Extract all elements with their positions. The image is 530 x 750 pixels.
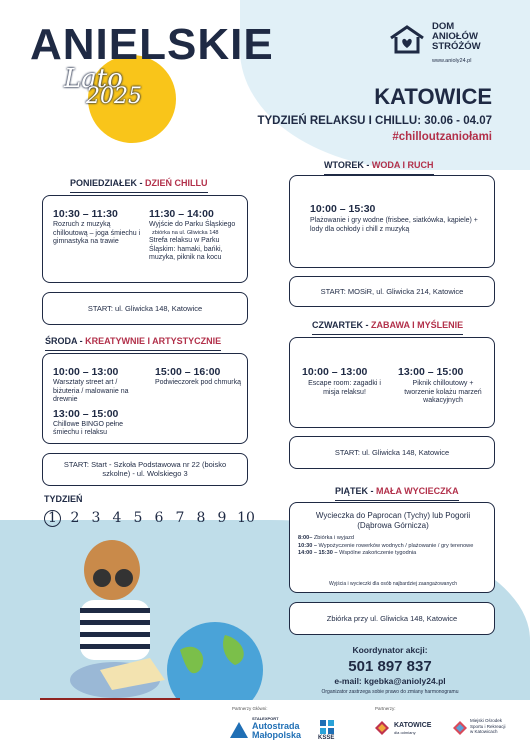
day-heading-tuesday bbox=[324, 160, 434, 170]
schedule-note: Organizator zastrzega sobie prawo do zmiany harmonogramu bbox=[321, 689, 459, 695]
coordinator-phone[interactable]: 501 897 837 bbox=[348, 658, 432, 675]
day-accent: DZIEŃ CHILLU bbox=[145, 178, 208, 188]
start-location: START: Start - Szkoła Podstawowa nr 22 (boisko szkolne) - ul. Wolskiego 3 bbox=[63, 460, 227, 478]
logo-line-2: ANIOŁÓW bbox=[432, 31, 478, 42]
partners-label: Partnerzy: bbox=[375, 706, 396, 711]
katowice-logo-icon bbox=[374, 720, 390, 736]
mosir-logo-icon bbox=[452, 720, 468, 736]
week-number: 3 bbox=[91, 510, 101, 526]
logo-text bbox=[432, 22, 481, 52]
slot-time: 10:00 – 13:00 bbox=[53, 366, 119, 378]
schedule-card-thursday bbox=[289, 337, 495, 428]
start-card-tuesday bbox=[289, 276, 495, 307]
trip-activity: Wypożyczenie rowerków wodnych / plażowanie / gry terenowe bbox=[318, 542, 474, 549]
hashtag: #chilloutzaniołami bbox=[392, 131, 492, 143]
partners-footer bbox=[0, 700, 530, 750]
divider bbox=[45, 350, 221, 351]
slot-time: 15:00 – 16:00 bbox=[155, 366, 221, 378]
schedule-card-tuesday bbox=[289, 175, 495, 268]
logo-line-1: DOM bbox=[432, 21, 455, 32]
day-label: WTOREK - bbox=[324, 160, 372, 170]
weeks-label: TYDZIEŃ bbox=[44, 494, 83, 504]
slot-description: Wyjście do Parku Śląskiego bbox=[149, 221, 236, 228]
start-card-monday bbox=[42, 292, 248, 325]
partner-line: Miejski Ośrodek bbox=[470, 718, 503, 723]
schedule-card-wednesday bbox=[42, 353, 248, 444]
day-heading-friday bbox=[335, 486, 459, 496]
slot-time: 10:00 – 15:30 bbox=[310, 203, 376, 215]
day-accent: ZABAWA I MYŚLENIE bbox=[371, 320, 464, 330]
day-accent: WODA I RUCH bbox=[371, 160, 434, 170]
start-location: START: MOSiR, ul. Gliwicka 214, Katowice bbox=[320, 287, 464, 296]
schedule-card-monday bbox=[42, 195, 248, 283]
slot-description: Podwieczorek pod chmurką bbox=[155, 379, 241, 386]
start-location: START: ul. Gliwicka 148, Katowice bbox=[334, 448, 450, 457]
ksse-logo-icon bbox=[320, 720, 334, 734]
slot-description: Strefa relaksu w Parku Śląskim: hamaki, bańki, muzyka, piknik na kocu bbox=[149, 237, 223, 261]
slot-description: Piknik chilloutowy + tworzenie kolażu marzeń wakacyjnych bbox=[404, 380, 482, 404]
slot-time: 13:00 – 15:00 bbox=[398, 366, 464, 378]
trip-row bbox=[298, 543, 488, 551]
start-card-wednesday bbox=[42, 453, 248, 486]
start-location: START: ul. Gliwicka 148, Katowice bbox=[87, 304, 203, 313]
week-number: 8 bbox=[196, 510, 206, 526]
slot-description: Warsztaty street art / biżuteria / malowanie na drewnie bbox=[53, 379, 129, 403]
autostrada-logo-icon bbox=[230, 722, 248, 738]
start-card-friday bbox=[289, 602, 495, 635]
week-number: 7 bbox=[175, 510, 185, 526]
trip-activity: Wspólne zakończenie tygodnia bbox=[339, 550, 417, 556]
start-card-thursday bbox=[289, 436, 495, 469]
trip-time: 8:00– bbox=[298, 535, 313, 541]
start-location: Zbiórka przy ul. Gliwicka 148, Katowice bbox=[326, 614, 458, 623]
coordinator-label: Koordynator akcji: bbox=[352, 645, 428, 655]
house-heart-icon bbox=[388, 24, 426, 54]
day-label: CZWARTEK - bbox=[312, 320, 371, 330]
partner-mosir bbox=[470, 718, 506, 735]
slot-description: Escape room: zagadki i misja relaksu! bbox=[308, 380, 381, 396]
partner-katowice: KATOWICE bbox=[394, 722, 432, 729]
slot-time: 10:00 – 13:00 bbox=[302, 366, 368, 378]
slot-meeting-point: zbiórka na ul. Gliwicka 148 bbox=[152, 229, 219, 236]
partner-katowice-sub: dla odmiany bbox=[394, 730, 416, 735]
day-label: PONIEDZIAŁEK - bbox=[70, 178, 146, 188]
week-number: 9 bbox=[217, 510, 227, 526]
divider bbox=[335, 500, 459, 501]
page-title: ANIELSKIE bbox=[30, 20, 274, 69]
slot-time: 11:30 – 14:00 bbox=[149, 208, 214, 220]
week-number: 10 bbox=[237, 510, 255, 526]
partner-line: w Katowicach bbox=[470, 729, 498, 734]
divider bbox=[70, 192, 208, 193]
trip-activity: Zbiórka i wyjazd bbox=[313, 535, 354, 541]
logo-line-3: STRÓŻÓW bbox=[432, 41, 481, 52]
week-number: 2 bbox=[70, 510, 80, 526]
partner-line: Małopolska bbox=[252, 730, 302, 740]
week-number: 4 bbox=[112, 510, 122, 526]
week-number: 5 bbox=[133, 510, 143, 526]
trip-row bbox=[298, 535, 488, 543]
trip-footnote: Wyjścia i wycieczki dla osób najbardziej zaangażowanych bbox=[328, 581, 458, 587]
script-lato: Lato bbox=[64, 64, 123, 94]
day-label: PIĄTEK - bbox=[335, 486, 377, 496]
slot-time: 10:30 – 11:30 bbox=[53, 208, 118, 220]
slot-description: Chillowe BINGO pełne śmiechu i relaksu bbox=[53, 420, 124, 436]
partner-autostrada bbox=[252, 722, 301, 740]
partner-stalexport: STALEXPORT bbox=[252, 716, 279, 721]
partners-main-label: Partnerzy Główni: bbox=[232, 706, 268, 711]
trip-description: Wycieczka do Paprocan (Tychy) lub Pogorii (Dąbrowa Górnicza) bbox=[315, 511, 471, 530]
trip-row bbox=[298, 550, 488, 558]
week-number: 6 bbox=[154, 510, 164, 526]
day-accent: MAŁA WYCIECZKA bbox=[376, 486, 459, 496]
day-heading-wednesday bbox=[45, 336, 221, 346]
slot-time: 13:00 – 15:00 bbox=[53, 407, 119, 420]
day-accent: KREATYWNIE I ARTYSTYCZNIE bbox=[85, 336, 222, 346]
trip-time: 10:30 – bbox=[298, 542, 317, 549]
divider bbox=[312, 334, 463, 335]
logo-url: www.anioly24.pl bbox=[432, 58, 472, 64]
slot-description: Rozruch z muzyką chilloutową – joga śmiechu i gimnastyka na trawie bbox=[53, 221, 141, 245]
trip-time: 14:00 – 15:30 – bbox=[298, 550, 338, 556]
schedule-card-friday bbox=[289, 502, 495, 593]
partner-line: Sportu i Rekreacji bbox=[470, 723, 506, 729]
week-selector bbox=[44, 510, 256, 527]
organization-logo bbox=[388, 22, 498, 72]
week-subtitle: TYDZIEŃ RELAKSU I CHILLU: 30.06 - 04.07 bbox=[257, 115, 492, 127]
week-number-current: 1 bbox=[44, 510, 61, 527]
partner-line: Autostrada bbox=[252, 721, 300, 731]
slot-description: Plażowanie i gry wodne (frisbee, siatkówka, kąpiele) + lody dla ochłody i chill z muzyką bbox=[310, 217, 478, 233]
day-label: ŚRODA - bbox=[45, 336, 86, 346]
day-heading-monday bbox=[70, 178, 208, 188]
partner-ksse: KSSE bbox=[318, 735, 335, 741]
city-title: KATOWICE bbox=[374, 84, 492, 109]
coordinator-email[interactable]: e-mail: kgebka@anioly24.pl bbox=[334, 676, 446, 686]
script-year: 2025 bbox=[86, 84, 142, 109]
day-heading-thursday bbox=[312, 320, 463, 330]
